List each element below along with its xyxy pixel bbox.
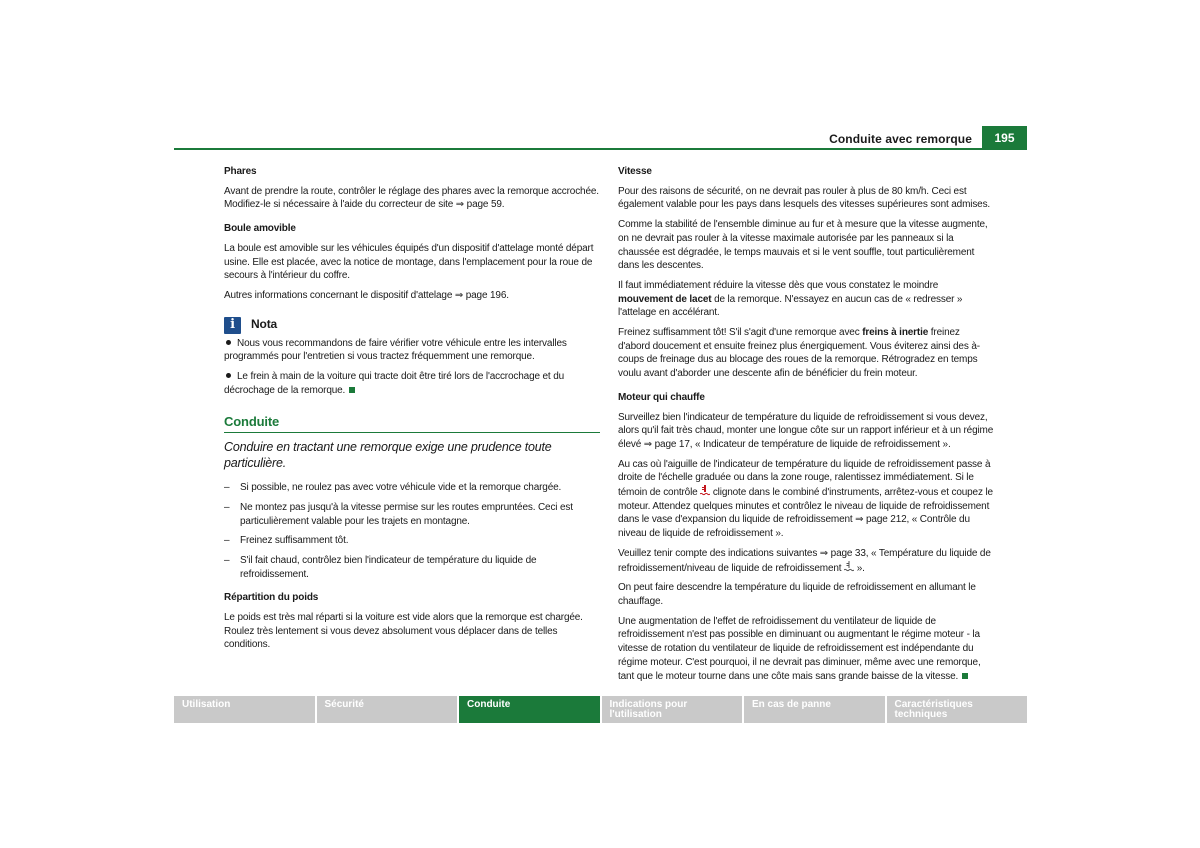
nota-label: Nota bbox=[251, 317, 278, 332]
list-item: – Ne montez pas jusqu'à la vitesse permise sur les routes empruntées. Ceci est particulièrement valable pour les trajets en montagne. bbox=[224, 501, 573, 527]
nav-tab-indications[interactable]: Indications pour l'utilisation bbox=[602, 696, 743, 723]
text-moteur-4: On peut faire descendre la température du liquide de refroidissement en allumant le chauffage. bbox=[618, 582, 976, 607]
end-of-section-icon bbox=[349, 387, 355, 393]
chapter-nav bbox=[174, 696, 1027, 723]
heading-vitesse: Vitesse bbox=[618, 166, 652, 177]
header-rule bbox=[174, 148, 1027, 150]
nav-tab-panne[interactable]: En cas de panne bbox=[744, 696, 885, 723]
left-column bbox=[224, 165, 600, 658]
heading-phares: Phares bbox=[224, 166, 257, 177]
nav-tab-conduite[interactable]: Conduite bbox=[459, 696, 600, 723]
text-moteur-3: Veuillez tenir compte des indications suivantes ⇒ page 33, « Température du liquide de refroidissement/niveau de liquide de refroidissement ». bbox=[618, 547, 991, 574]
text-moteur-1: Surveillez bien l'indicateur de température du liquide de refroidissement si vous devez, alors qu'il fait très chaud, monter une longue côte sur un rapport inférieur et à un régime élevé ⇒ page 17, « Indicateur de température de liquide de refroidissement ». bbox=[618, 411, 994, 450]
section-title-conduite: Conduite bbox=[224, 415, 600, 433]
nav-tab-caracteristiques[interactable]: Caractéristiques techniques bbox=[887, 696, 1028, 723]
nav-tab-securite[interactable]: Sécurité bbox=[317, 696, 458, 723]
text-phares: Avant de prendre la route, contrôler le réglage des phares avec la remorque accrochée. Modifiez-le si nécessaire à l'aide du correcteur de site ⇒ page 59. bbox=[224, 185, 599, 211]
nav-tab-utilisation[interactable]: Utilisation bbox=[174, 696, 315, 723]
bullet-icon bbox=[226, 340, 231, 345]
right-column bbox=[618, 165, 994, 689]
page-number: 195 bbox=[982, 126, 1027, 150]
text-vitesse-2: Comme la stabilité de l'ensemble diminue au fur et à mesure que la vitesse augmente, on ne devrait pas rouler à la vitesse maximale autorisée par les panneaux si la chaussée est dégradée, le temps mauvais et si le vent souffle, tout particulièrement dans les descentes. bbox=[618, 219, 988, 272]
heading-boule: Boule amovible bbox=[224, 223, 296, 235]
text-boule-1: La boule est amovible sur les véhicules équipés d'un dispositif d'attelage monté départ usine. Elle est placée, avec la notice de montage, dans l'emplacement pour la roue de secours à l'intérieur du coffre. bbox=[224, 242, 594, 282]
coolant-temperature-warning-icon bbox=[700, 485, 710, 496]
nota-bullet-1: Nous vous recommandons de faire vérifier votre véhicule entre les intervalles programmés pour l'entretien si vous tractez fréquemment une remorque. bbox=[224, 337, 567, 363]
info-icon: i bbox=[224, 317, 241, 334]
end-of-section-icon bbox=[962, 673, 968, 679]
bullet-icon bbox=[226, 373, 231, 378]
text-vitesse-4: Freinez suffisamment tôt! S'il s'agit d'une remorque avec freins à inertie freinez d'abord doucement et ensuite freinez plus énergiquement. Vous éviterez ainsi des à-coups de freinage dus au blocage des roues de la remorque. Rétrogradez en temps voulu avant d'aborder une descente afin de bénéficier du frein moteur. bbox=[618, 327, 980, 380]
text-repartition: Le poids est très mal réparti si la voiture est vide alors que la remorque est chargée. Roulez très lentement si vous devez absolument vous déplacer dans de telles conditions. bbox=[224, 612, 583, 651]
section-intro-conduite: Conduire en tractant une remorque exige une prudence toute particulière. bbox=[224, 440, 552, 471]
heading-repartition: Répartition du poids bbox=[224, 592, 319, 604]
nota-header bbox=[224, 317, 600, 334]
text-moteur-2: Au cas où l'aiguille de l'indicateur de température du liquide de refroidissement passe à droite de l'échelle graduée ou dans la zone rouge, ralentissez immédiatement. Si le témoin de contrôle clignote dans le combiné d'instruments, arrêtez-vous et coupez le moteur. Attendez quelques minutes et contrôlez le niveau de liquide de refroidissement dans le vase d'expansion du liquide de refroidissement ⇒ page 212, « Contrôle du niveau de liquide de refroidissement ». bbox=[618, 458, 993, 540]
heading-moteur: Moteur qui chauffe bbox=[618, 391, 705, 403]
text-vitesse-3: Il faut immédiatement réduire la vitesse dès que vous constatez le moindre mouvement de lacet de la remorque. N'essayez en aucun cas de « redresser » l'attelage en accélérant. bbox=[618, 279, 963, 319]
nota-bullet-2: Le frein à main de la voiture qui tracte doit être tiré lors de l'accrochage et du décrochage de la remorque. bbox=[224, 371, 565, 396]
text-boule-2: Autres informations concernant le dispositif d'attelage ⇒ page 196. bbox=[224, 289, 509, 301]
list-item: – S'il fait chaud, contrôlez bien l'indicateur de température du liquide de refroidissement. bbox=[224, 554, 537, 580]
text-vitesse-1: Pour des raisons de sécurité, on ne devrait pas rouler à plus de 80 km/h. Ceci est également valable pour les pays dans lesquels des vitesses supérieures sont admises. bbox=[618, 185, 991, 211]
list-item: – Freinez suffisamment tôt. bbox=[224, 535, 349, 547]
coolant-symbol-icon bbox=[844, 561, 854, 572]
text-moteur-5: Une augmentation de l'effet de refroidissement du ventilateur de liquide de refroidissement n'est pas possible en diminuant ou augmentant le régime moteur - la vitesse de rotation du ventilateur de liquide de refroidissement est indépendante du régime moteur. C'est pourquoi, il ne devrait pas diminuer, même avec une remorque, tant que le moteur tourne dans une côte mais sans grande baisse de la vitesse. bbox=[618, 615, 981, 682]
page-header-title: Conduite avec remorque bbox=[829, 132, 972, 146]
list-item: – Si possible, ne roulez pas avec votre véhicule vide et la remorque chargée. bbox=[224, 482, 562, 494]
